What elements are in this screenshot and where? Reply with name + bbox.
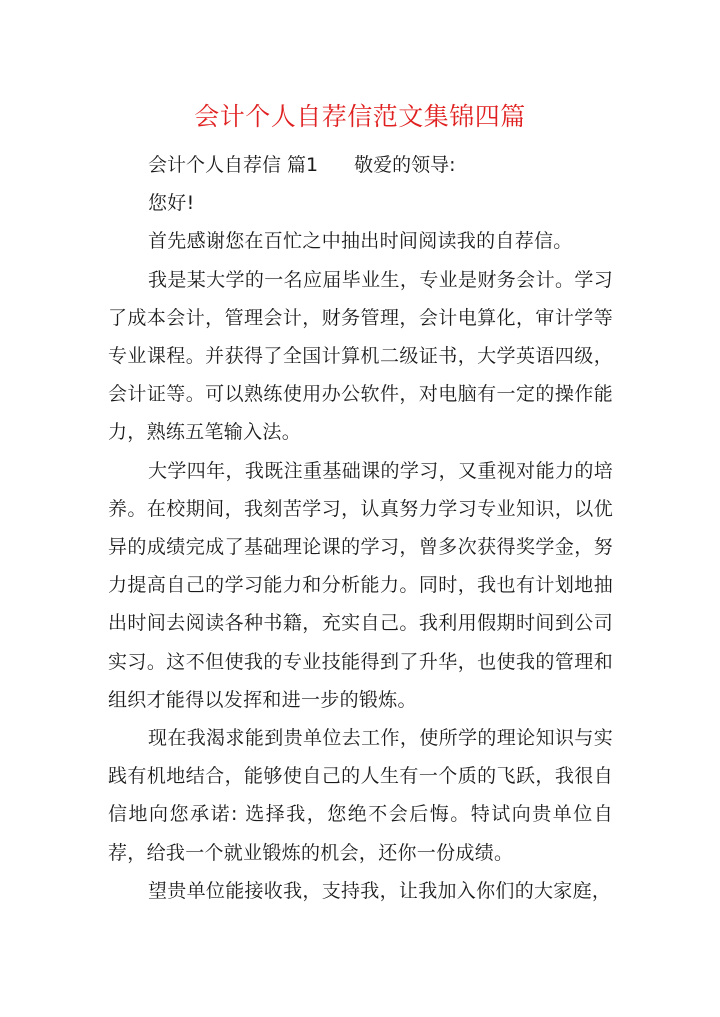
paragraph-5: 望贵单位能接收我，支持我，让我加入你们的大家庭， xyxy=(148,879,612,902)
paragraph-1: 首先感谢您在百忙之中抽出时间阅读我的自荐信。 xyxy=(148,230,573,253)
document-title: 会计个人自荐信范文集锦四篇 xyxy=(194,102,526,131)
letter-body xyxy=(108,146,613,910)
paragraph-3: 大学四年，我既注重基础课的学习，又重视对能力的培养。在校期间，我刻苦学习，认真努力学习专业知识，以优异的成绩完成了基础理论课的学习，曾多次获得奖学金，努力提高自己的学习能力和分析能力。同时，我也有计划地抽出时间去阅读各种书籍，充实自己。我利用假期时间到公司实习。这不但使我的专业技能得到了升华，也使我的管理和组织才能得以发挥和进一步的锻炼。 xyxy=(108,459,613,711)
salutation: 敬爱的领导: xyxy=(354,154,456,176)
letter-heading-line xyxy=(108,146,613,184)
paragraph-4: 现在我渴求能到贵单位去工作，使所学的理论知识与实践有机地结合，能够使自己的人生有一个质的飞跃，我很自信地向您承诺: 选择我，您绝不会后悔。特试向贵单位自荐，给我一个就业锻炼的机会，还你一份成绩。 xyxy=(108,727,613,864)
letter-heading: 会计个人自荐信 篇1 xyxy=(148,154,319,176)
greeting: 您好! xyxy=(148,192,195,215)
paragraph-2: 我是某大学的一名应届毕业生，专业是财务会计。学习了成本会计，管理会计，财务管理，会计电算化，审计学等专业课程。并获得了全国计算机二级证书，大学英语四级，会计证等。可以熟练使用办公软件，对电脑有一定的操作能力，熟练五笔输入法。 xyxy=(108,268,613,444)
